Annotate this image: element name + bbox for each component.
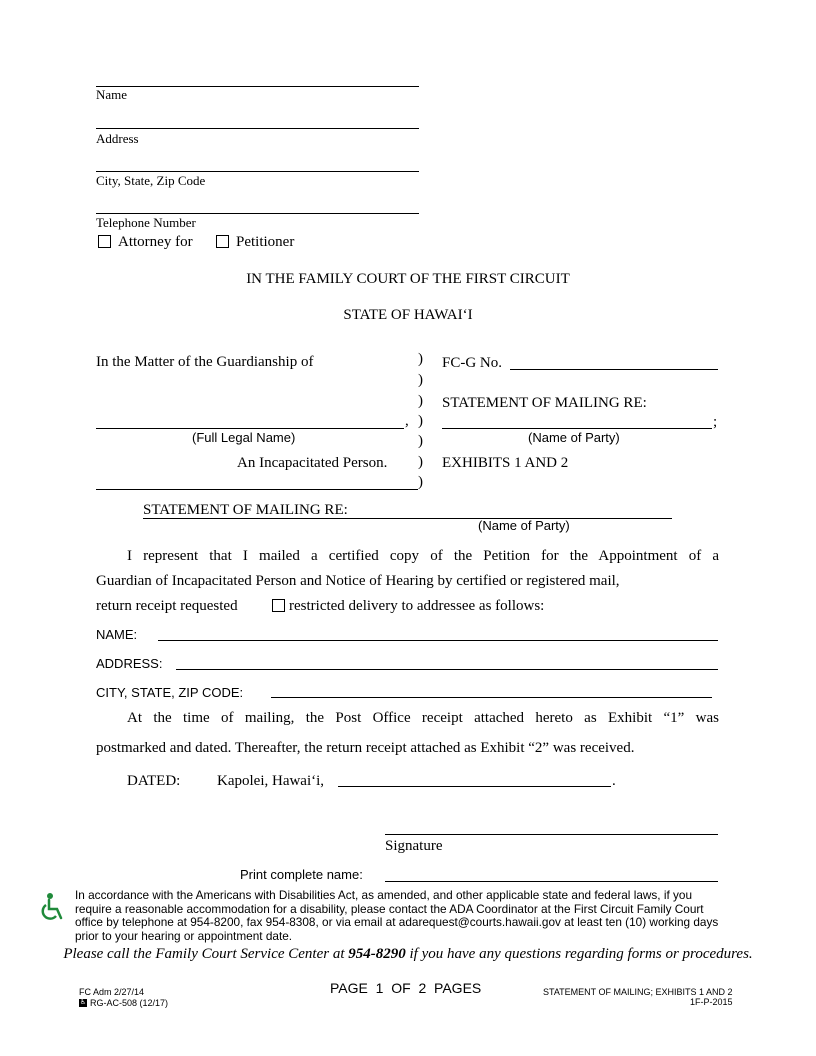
caption-name-of-party-label: (Name of Party) — [528, 430, 620, 445]
address-label: Address — [96, 131, 139, 146]
matter-text: In the Matter of the Guardianship of — [96, 354, 314, 370]
attorney-for-label: Attorney for — [118, 234, 193, 250]
comma: , — [405, 413, 409, 429]
city-label: City, State, Zip Code — [96, 173, 206, 188]
caption-party-line[interactable] — [442, 428, 712, 429]
service-center-line — [0, 946, 816, 963]
page-suffix: PAGES — [434, 980, 482, 996]
caption-statement-title: STATEMENT OF MAILING RE: — [442, 395, 647, 411]
para1-line1: I represent that I mailed a certified copy of the Petition for the Appointment of a — [127, 548, 719, 564]
service-before: Please call the Family Court Service Center at — [63, 946, 349, 962]
para2-line2: postmarked and dated. Thereafter, the return receipt attached as Exhibit “2” was received. — [96, 740, 635, 756]
paren: ) — [418, 393, 423, 409]
paren: ) — [418, 351, 423, 367]
city-field-label: CITY, STATE, ZIP CODE: — [96, 685, 244, 700]
rg-id-row — [79, 998, 168, 1008]
address-field-label: ADDRESS: — [96, 656, 163, 671]
address-line[interactable] — [96, 128, 419, 129]
service-phone: 954-8290 — [348, 946, 406, 962]
restricted-delivery-checkbox[interactable] — [272, 599, 285, 612]
case-no-label: FC-G No. — [442, 355, 503, 371]
dated-place: Kapolei, Hawai‘i, — [217, 773, 325, 789]
page-prefix: PAGE — [330, 980, 368, 996]
name-label: Name — [96, 87, 128, 102]
statement-party-line[interactable] — [143, 518, 672, 519]
doc-code: 1F-P-2015 — [690, 997, 733, 1007]
ada-notice — [75, 889, 718, 943]
paren: ) — [418, 433, 423, 449]
para1-line3a: return receipt requested — [96, 598, 238, 614]
ada-line4: prior to your hearing or appointment date. — [75, 928, 293, 943]
phone-line[interactable] — [96, 213, 419, 214]
wheelchair-icon: ♿ — [79, 999, 87, 1006]
dated-line[interactable] — [338, 786, 611, 787]
exhibits-text: EXHIBITS 1 AND 2 — [442, 455, 569, 471]
address-field-line[interactable] — [176, 669, 718, 670]
form-id: FC Adm 2/27/14 — [79, 987, 145, 997]
petitioner-label: Petitioner — [236, 234, 295, 250]
city-line[interactable] — [96, 171, 419, 172]
para1-line3b: restricted delivery to addressee as follows: — [289, 598, 545, 614]
full-legal-name-line[interactable] — [96, 428, 404, 429]
petitioner-checkbox[interactable] — [216, 235, 229, 248]
paren: ) — [418, 454, 423, 470]
doc-title: STATEMENT OF MAILING; EXHIBITS 1 AND 2 — [543, 987, 733, 997]
name-field-label: NAME: — [96, 627, 138, 642]
attorney-for-checkbox[interactable] — [98, 235, 111, 248]
signature-line[interactable] — [385, 834, 718, 835]
signature-label: Signature — [385, 838, 443, 854]
court-title: IN THE FAMILY COURT OF THE FIRST CIRCUIT — [246, 271, 570, 287]
print-name-line[interactable] — [385, 881, 718, 882]
full-legal-name-label: (Full Legal Name) — [192, 430, 296, 445]
accessibility-icon — [39, 892, 67, 927]
para2-line1: At the time of mailing, the Post Office receipt attached hereto as Exhibit “1” was — [127, 710, 719, 726]
statement-heading: STATEMENT OF MAILING RE: — [143, 502, 348, 518]
ada-line1: In accordance with the Americans with Disabilities Act, as amended, and other applicable state and federal laws, if you — [75, 888, 693, 902]
page-of: OF — [391, 980, 411, 996]
court-state: STATE OF HAWAI‘I — [343, 307, 473, 323]
name-line[interactable] — [96, 86, 419, 87]
para1-line2: Guardian of Incapacitated Person and Notice of Hearing by certified or registered mail, — [96, 573, 620, 589]
caption-bottom-line — [96, 489, 418, 490]
print-name-label: Print complete name: — [240, 867, 363, 882]
ada-line2: require a reasonable accommodation for a disability, please contact the ADA Coordinator at the First Circuit Family Court — [75, 901, 704, 916]
case-no-line[interactable] — [510, 369, 718, 370]
incapacitated-text: An Incapacitated Person. — [237, 455, 388, 471]
phone-label: Telephone Number — [96, 215, 196, 230]
page-current: 1 — [375, 980, 384, 996]
page-total: 2 — [418, 980, 427, 996]
paren: ) — [418, 474, 423, 490]
service-after: if you have any questions regarding forms or procedures. — [405, 946, 753, 962]
dated-end: . — [612, 773, 616, 789]
paren: ) — [418, 413, 423, 429]
name-field-line[interactable] — [158, 640, 718, 641]
paren: ) — [418, 372, 423, 388]
ada-line3: office by telephone at 954-8200, fax 954-8308, or via email at adarequest@courts.hawaii.gov at least ten (10) working days — [75, 915, 719, 929]
statement-name-of-party-label: (Name of Party) — [478, 518, 570, 533]
city-field-line[interactable] — [271, 697, 712, 698]
semicolon: ; — [713, 414, 718, 430]
rg-id: RG-AC-508 (12/17) — [90, 998, 169, 1008]
page-indicator — [330, 980, 481, 996]
dated-label: DATED: — [127, 773, 181, 789]
